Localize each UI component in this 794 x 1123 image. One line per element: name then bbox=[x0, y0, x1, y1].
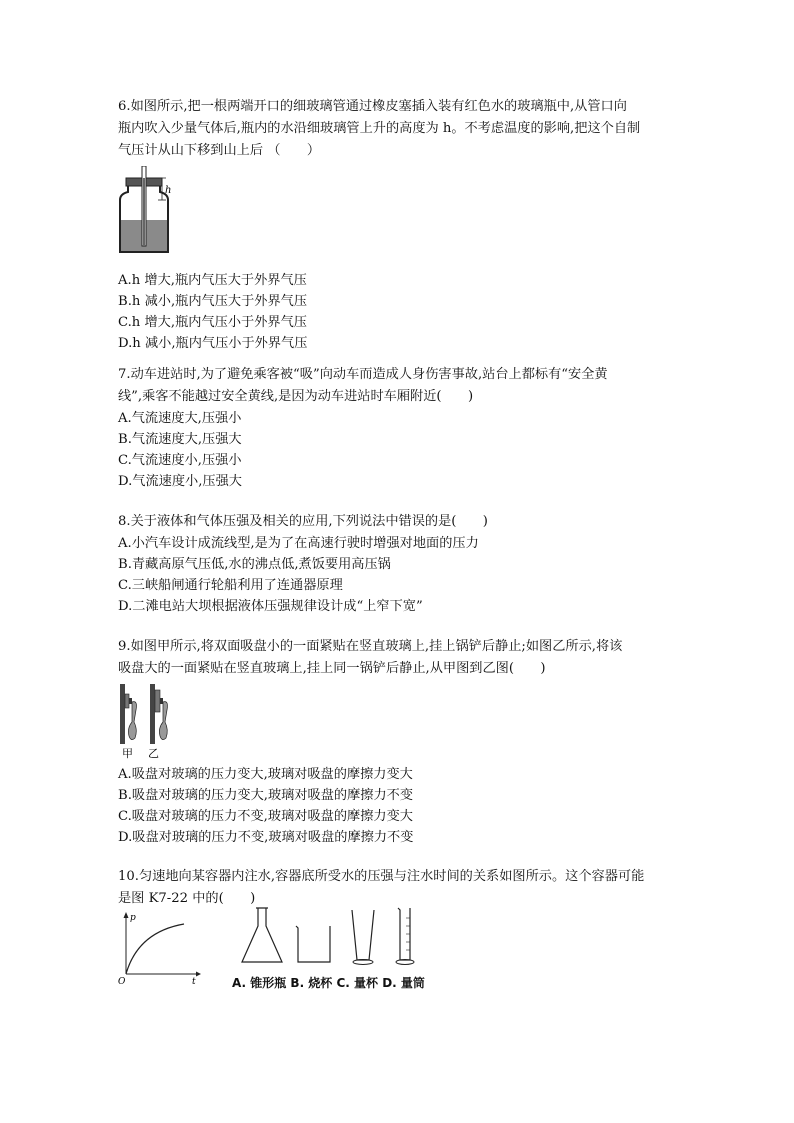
question-6-line-1: 6.如图所示,把一根两端开口的细玻璃管通过橡皮塞插入装有红色水的玻璃瓶中,从管口向 bbox=[118, 99, 627, 114]
question-6-option-c: C.h 增大,瓶内气压小于外界气压 bbox=[118, 315, 307, 330]
question-7-option-a: A.气流速度大,压强小 bbox=[118, 411, 242, 426]
question-10-line-2: 是图 K7-22 中的( ) bbox=[118, 891, 256, 906]
barometer-bottle-figure bbox=[118, 166, 198, 262]
pressure-curve bbox=[126, 924, 184, 974]
question-6-line-3: 气压计从山下移到山上后 （ ） bbox=[118, 143, 321, 158]
question-6-option-b: B.h 减小,瓶内气压大于外界气压 bbox=[118, 294, 308, 309]
measuring-cup bbox=[352, 910, 374, 960]
question-8-line-1: 8.关于液体和气体压强及相关的应用,下列说法中错误的是( ) bbox=[118, 514, 488, 529]
question-9-option-c: C.吸盘对玻璃的压力不变,玻璃对吸盘的摩擦力变大 bbox=[118, 809, 413, 824]
label-jia: 甲 bbox=[122, 747, 133, 760]
question-9-option-b: B.吸盘对玻璃的压力变大,玻璃对吸盘的摩擦力不变 bbox=[118, 788, 414, 803]
question-7-line-2: 线”,乘客不能越过安全黄线,是因为动车进站时车厢附近( ) bbox=[118, 389, 474, 404]
label-yi: 乙 bbox=[148, 747, 159, 760]
question-8-option-c: C.三峡船闸通行轮船利用了连通器原理 bbox=[118, 578, 343, 593]
question-9-option-d: D.吸盘对玻璃的压力不变,玻璃对吸盘的摩擦力不变 bbox=[118, 830, 414, 845]
beaker bbox=[296, 926, 330, 962]
origin-label: O bbox=[118, 977, 126, 986]
y-axis-label: p bbox=[130, 913, 136, 923]
suction-cup-figure bbox=[118, 682, 178, 760]
large-cup-yi bbox=[155, 690, 160, 712]
question-7-option-b: B.气流速度大,压强大 bbox=[118, 432, 242, 447]
question-6-option-a: A.h 增大,瓶内气压大于外界气压 bbox=[118, 273, 307, 288]
question-9-line-1: 9.如图甲所示,将双面吸盘小的一面紧贴在竖直玻璃上,挂上锅铲后静止;如图乙所示,将该 bbox=[118, 639, 623, 654]
glass-pane-yi bbox=[150, 684, 155, 744]
question-8 bbox=[118, 511, 688, 617]
question-9-option-a: A.吸盘对玻璃的压力变大,玻璃对吸盘的摩擦力变大 bbox=[118, 767, 413, 782]
question-9-line-2: 吸盘大的一面紧贴在竖直玻璃上,挂上同一锅铲后静止,从甲图到乙图( ) bbox=[118, 661, 546, 676]
question-8-option-a: A.小汽车设计成流线型,是为了在高速行驶时增强对地面的压力 bbox=[118, 536, 479, 551]
spatula-jia bbox=[128, 702, 136, 740]
question-7-option-c: C.气流速度小,压强小 bbox=[118, 453, 242, 468]
containers-figure bbox=[236, 906, 436, 968]
question-6-option-d: D.h 减小,瓶内气压小于外界气压 bbox=[118, 336, 308, 351]
containers-caption: A. 锥形瓶 B. 烧杯 C. 量杯 D. 量筒 bbox=[232, 976, 425, 990]
conical-flask bbox=[242, 908, 282, 962]
question-10-line-1: 10.匀速地向某容器内注水,容器底所受水的压强与注水时间的关系如图所示。这个容器可能 bbox=[118, 869, 645, 884]
small-cup-jia bbox=[125, 694, 129, 708]
question-8-option-d: D.二滩电站大坝根据液体压强规律设计成“上窄下宽” bbox=[118, 599, 423, 614]
spatula-yi bbox=[159, 702, 167, 740]
question-7 bbox=[118, 364, 688, 492]
pressure-time-graph bbox=[116, 910, 202, 986]
question-7-option-d: D.气流速度小,压强大 bbox=[118, 474, 242, 489]
x-axis-label: t bbox=[192, 977, 196, 986]
height-label: h bbox=[165, 185, 172, 196]
question-8-option-b: B.青藏高原气压低,水的沸点低,煮饭要用高压锅 bbox=[118, 557, 391, 572]
question-6 bbox=[118, 96, 688, 354]
question-7-line-1: 7.动车进站时,为了避免乘客被“吸”向动车而造成人身伤害事故,站台上都标有“安全黄 bbox=[118, 367, 608, 382]
question-9 bbox=[118, 636, 688, 848]
question-10 bbox=[118, 866, 688, 910]
glass-pane-jia bbox=[120, 684, 125, 744]
question-6-line-2: 瓶内吹入少量气体后,瓶内的水沿细玻璃管上升的高度为 h。不考虑温度的影响,把这个自制 bbox=[118, 121, 641, 136]
